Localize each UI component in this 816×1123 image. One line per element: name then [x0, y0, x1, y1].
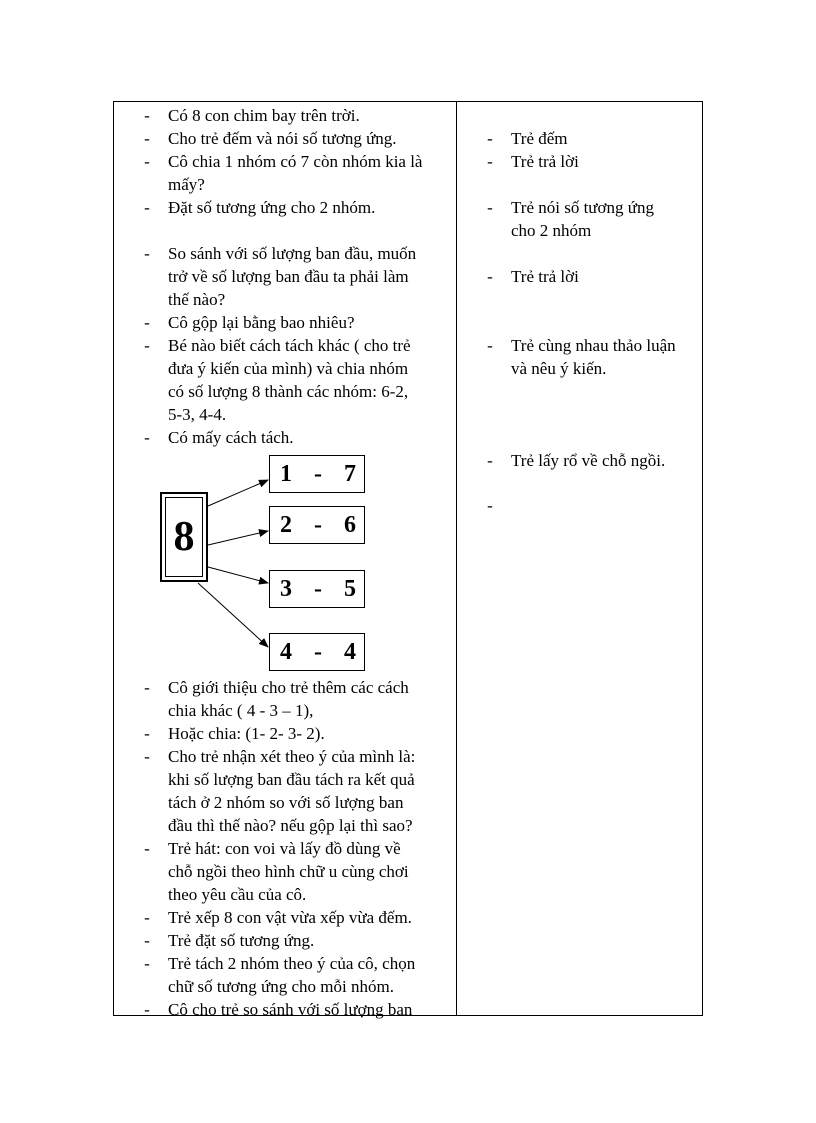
- arrow-to-pair-4: [198, 583, 268, 647]
- list-item-line: mấy?: [168, 175, 205, 194]
- bullet-dash: -: [144, 747, 150, 766]
- bullet-dash: -: [144, 129, 150, 148]
- bullet-dash: -: [487, 198, 493, 217]
- bullet-dash: -: [144, 724, 150, 743]
- list-item-line: có số lượng 8 thành các nhóm: 6-2,: [168, 382, 409, 401]
- list-item-line: Trẻ cùng nhau thảo luận: [511, 336, 676, 355]
- pair-b: 6: [344, 511, 356, 538]
- list-item-line: Trẻ xếp 8 con vật vừa xếp vừa đếm.: [168, 908, 412, 927]
- list-item-line: Cô gộp lại bằng bao nhiêu?: [168, 313, 355, 332]
- pair-sep: -: [314, 638, 322, 665]
- bullet-dash: -: [144, 336, 150, 355]
- list-item-line: trở về số lượng ban đầu ta phải làm: [168, 267, 409, 286]
- list-item-line: theo yêu cầu của cô.: [168, 885, 307, 904]
- bullet-dash: -: [144, 152, 150, 171]
- list-item-line: chia khác ( 4 - 3 – 1),: [168, 701, 314, 720]
- list-item-line: chữ số tương ứng cho mỗi nhóm.: [168, 977, 394, 996]
- list-item-line: Trẻ lấy rổ về chỗ ngồi.: [511, 451, 666, 470]
- arrow-to-pair-1: [208, 480, 268, 506]
- list-item-line: 5-3, 4-4.: [168, 405, 227, 424]
- total-number: 8: [165, 497, 203, 577]
- list-item-line: thế nào?: [168, 290, 226, 309]
- bullet-dash: -: [487, 336, 493, 355]
- pair-sep: -: [314, 460, 322, 487]
- list-item-line: Hoặc chia: (1- 2- 3- 2).: [168, 724, 325, 743]
- list-item-line: Trẻ tách 2 nhóm theo ý của cô, chọn: [168, 954, 416, 973]
- list-item-line: Có 8 con chim bay trên trời.: [168, 106, 360, 125]
- list-item-line: Bé nào biết cách tách khác ( cho trẻ: [168, 336, 411, 355]
- arrow-to-pair-3: [208, 567, 268, 583]
- pair-box-1: [269, 455, 365, 493]
- pair-sep: -: [314, 575, 322, 602]
- list-item-line: Cô cho trẻ so sánh với số lượng ban: [168, 1000, 413, 1019]
- list-item-line: cho 2 nhóm: [511, 221, 592, 240]
- list-item-line: Có mấy cách tách.: [168, 428, 294, 447]
- list-item-line: Trẻ trả lời: [511, 267, 579, 286]
- list-item-line: tách ở 2 nhóm so với số lượng ban: [168, 793, 404, 812]
- list-item-line: Trẻ hát: con voi và lấy đồ dùng về: [168, 839, 401, 858]
- pair-b: 7: [344, 460, 356, 487]
- list-item-line: khi số lượng ban đầu tách ra kết quả: [168, 770, 415, 789]
- bullet-dash: -: [487, 496, 493, 515]
- bullet-dash: -: [487, 152, 493, 171]
- list-item-line: Trẻ đặt số tương ứng.: [168, 931, 315, 950]
- bullet-dash: -: [144, 1000, 150, 1019]
- arrow-to-pair-2: [208, 531, 268, 545]
- list-item-line: chỗ ngồi theo hình chữ u cùng chơi: [168, 862, 409, 881]
- bullet-dash: -: [144, 198, 150, 217]
- pair-b: 5: [344, 575, 356, 602]
- bullet-dash: -: [144, 908, 150, 927]
- list-item-line: Cô giới thiệu cho trẻ thêm các cách: [168, 678, 409, 697]
- list-item-line: Cho trẻ đếm và nói số tương ứng.: [168, 129, 397, 148]
- bullet-dash: -: [487, 129, 493, 148]
- bullet-dash: -: [144, 678, 150, 697]
- list-item-line: Cô chia 1 nhóm có 7 còn nhóm kia là: [168, 152, 423, 171]
- bullet-dash: -: [144, 244, 150, 263]
- list-item-line: Trẻ đếm: [511, 129, 568, 148]
- bullet-dash: -: [144, 313, 150, 332]
- pair-a: 3: [280, 575, 292, 602]
- total-number-box: [160, 492, 208, 582]
- bullet-dash: -: [144, 954, 150, 973]
- bullet-dash: -: [487, 451, 493, 470]
- pair-a: 1: [280, 460, 292, 487]
- list-item-line: và nêu ý kiến.: [511, 359, 607, 378]
- pair-a: 2: [280, 511, 292, 538]
- bullet-dash: -: [487, 267, 493, 286]
- bullet-dash: -: [144, 428, 150, 447]
- list-item-line: đưa ý kiến của mình) và chia nhóm: [168, 359, 409, 378]
- pair-box-3: [269, 570, 365, 608]
- list-item-line: Trẻ nói số tương ứng: [511, 198, 654, 217]
- list-item-line: Trẻ trả lời: [511, 152, 579, 171]
- pair-b: 4: [344, 638, 356, 665]
- bullet-dash: -: [144, 931, 150, 950]
- list-item-line: đầu thì thế nào? nếu gộp lại thì sao?: [168, 816, 413, 835]
- list-item-line: So sánh với số lượng ban đầu, muốn: [168, 244, 417, 263]
- pair-sep: -: [314, 511, 322, 538]
- pair-box-2: [269, 506, 365, 544]
- list-item-line: Cho trẻ nhận xét theo ý của mình là:: [168, 747, 416, 766]
- bullet-dash: -: [144, 106, 150, 125]
- bullet-dash: -: [144, 839, 150, 858]
- pair-a: 4: [280, 638, 292, 665]
- list-item-line: Đặt số tương ứng cho 2 nhóm.: [168, 198, 376, 217]
- pair-box-4: [269, 633, 365, 671]
